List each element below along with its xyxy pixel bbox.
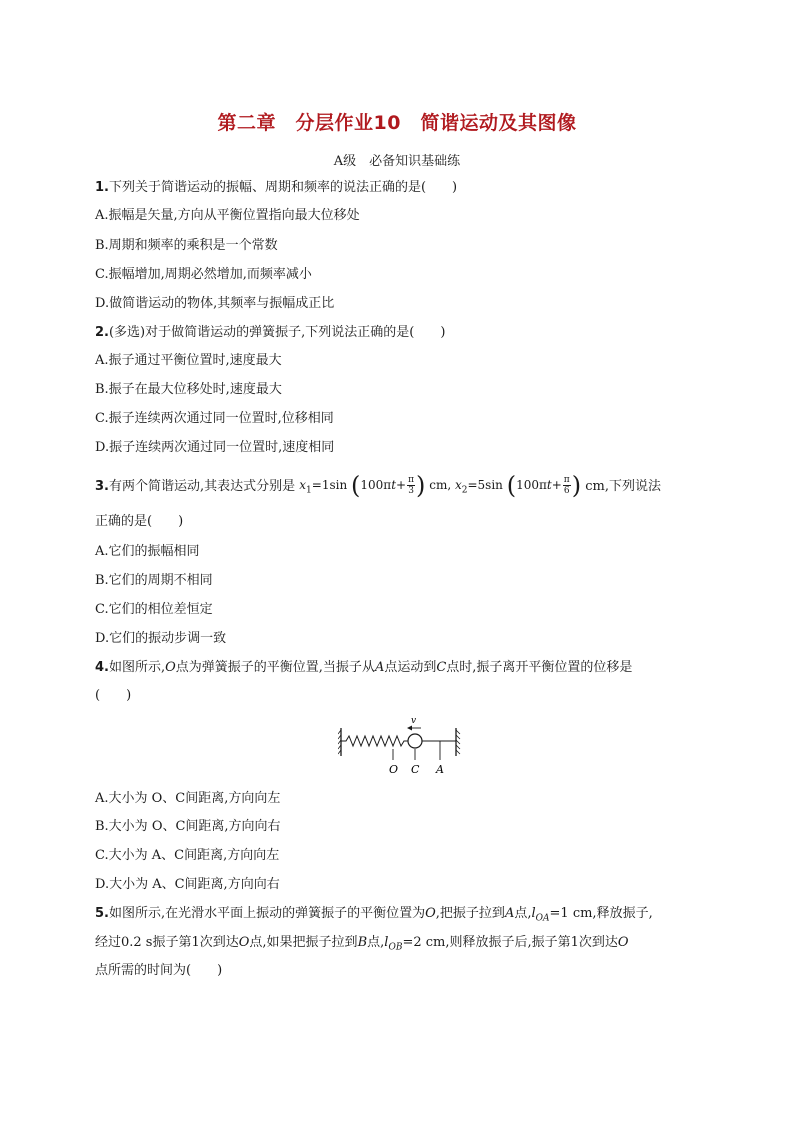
question-1-stem <box>95 180 457 196</box>
spring-oscillator-figure <box>338 714 463 778</box>
question-2-option-c: C.振子连续两次通过同一位置时,位移相同 <box>95 411 334 426</box>
question-5-stem-line2: 经过0.2 s振子第1次到达O点,如果把振子拉到B点$,l_{OB}=2$ cm,则释放振子后,振子第1次到达O <box>95 935 629 953</box>
velocity-arrowhead <box>407 726 412 731</box>
label-O: O <box>389 763 399 776</box>
question-2-option-d: D.振子连续两次通过同一位置时,速度相同 <box>95 440 335 455</box>
label-A: A <box>436 763 444 776</box>
level-heading: A级 必备知识基础练 <box>333 154 461 169</box>
velocity-label: v <box>411 716 417 726</box>
question-2-stem <box>95 325 445 341</box>
question-4-option-c: C.大小为 A、C间距离,方向向左 <box>95 848 280 863</box>
fraction-pi-over-6: $\frac{\pi}{6}$ <box>563 475 570 496</box>
question-text: (多选)对于做简谐运动的弹簧振子,下列说法正确的是( ) <box>108 325 446 340</box>
question-text: 下列关于简谐运动的振幅、周期和频率的说法正确的是( ) <box>108 180 458 195</box>
question-1-option-d: D.做简谐运动的物体,其频率与振幅成正比 <box>95 296 335 311</box>
question-1-option-c: C.振幅增加,周期必然增加,而频率减小 <box>95 267 312 282</box>
question-2-option-a: A.振子通过平衡位置时,速度最大 <box>95 353 282 368</box>
page-title: 第二章 分层作业10 简谐运动及其图像 <box>217 112 577 134</box>
question-3-option-b: B.它们的周期不相同 <box>95 573 213 588</box>
question-3-option-c: C.它们的相位差恒定 <box>95 602 213 617</box>
question-4-option-b: B.大小为 O、C间距离,方向向右 <box>95 819 281 834</box>
question-5-stem-line3: 点所需的时间为( ) <box>95 963 223 978</box>
question-4-stem-line1: 4.如图所示,O点为弹簧振子的平衡位置,当振子从A点运动到C点时,振子离开平衡位置的位移是 <box>95 660 633 675</box>
question-3-option-d: D.它们的振动步调一致 <box>95 631 227 646</box>
question-4-option-a: A.大小为 O、C间距离,方向向左 <box>95 791 281 806</box>
label-C: C <box>411 763 420 776</box>
question-3-stem-line1: 3.有两个简谐运动,其表达式分别是 $x_1=1\sin$ (100πt+ $\frac{\pi}{3}$ ) cm, $x_2=5\sin$ (100πt+ $\frac{\pi}{6}$ ) cm,下列说法 <box>95 471 661 500</box>
question-1-option-b: B.周期和频率的乘积是一个常数 <box>95 238 278 253</box>
question-number: 1. <box>95 180 109 195</box>
question-5-stem-line1: 5.如图所示,在光滑水平面上振动的弹簧振子的平衡位置为O,把振子拉到A点$,l_{OA}=1$ cm,释放振子, <box>95 906 653 924</box>
question-1-option-a: A.振幅是矢量,方向从平衡位置指向最大位移处 <box>95 208 360 223</box>
formula-x1: $x_1=1\sin$ (100πt+ $\frac{\pi}{3}$ ) cm, $x_2=5\sin$ (100πt+ $\frac{\pi}{6}$ ) <box>299 471 582 500</box>
fraction-pi-over-3: $\frac{\pi}{3}$ <box>408 475 415 496</box>
question-3-stem-line2: 正确的是( ) <box>95 514 184 529</box>
question-number: 3. <box>95 479 109 495</box>
oscillator-ball <box>408 734 422 748</box>
question-2-option-b: B.振子在最大位移处时,速度最大 <box>95 382 282 397</box>
question-3-option-a: A.它们的振幅相同 <box>95 544 200 559</box>
spring <box>341 736 408 746</box>
question-number: 4. <box>95 660 109 675</box>
question-4-option-d: D.大小为 A、C间距离,方向向右 <box>95 877 280 892</box>
question-number: 5. <box>95 906 109 921</box>
question-number: 2. <box>95 325 109 340</box>
question-4-stem-line2: ( ) <box>95 688 132 703</box>
